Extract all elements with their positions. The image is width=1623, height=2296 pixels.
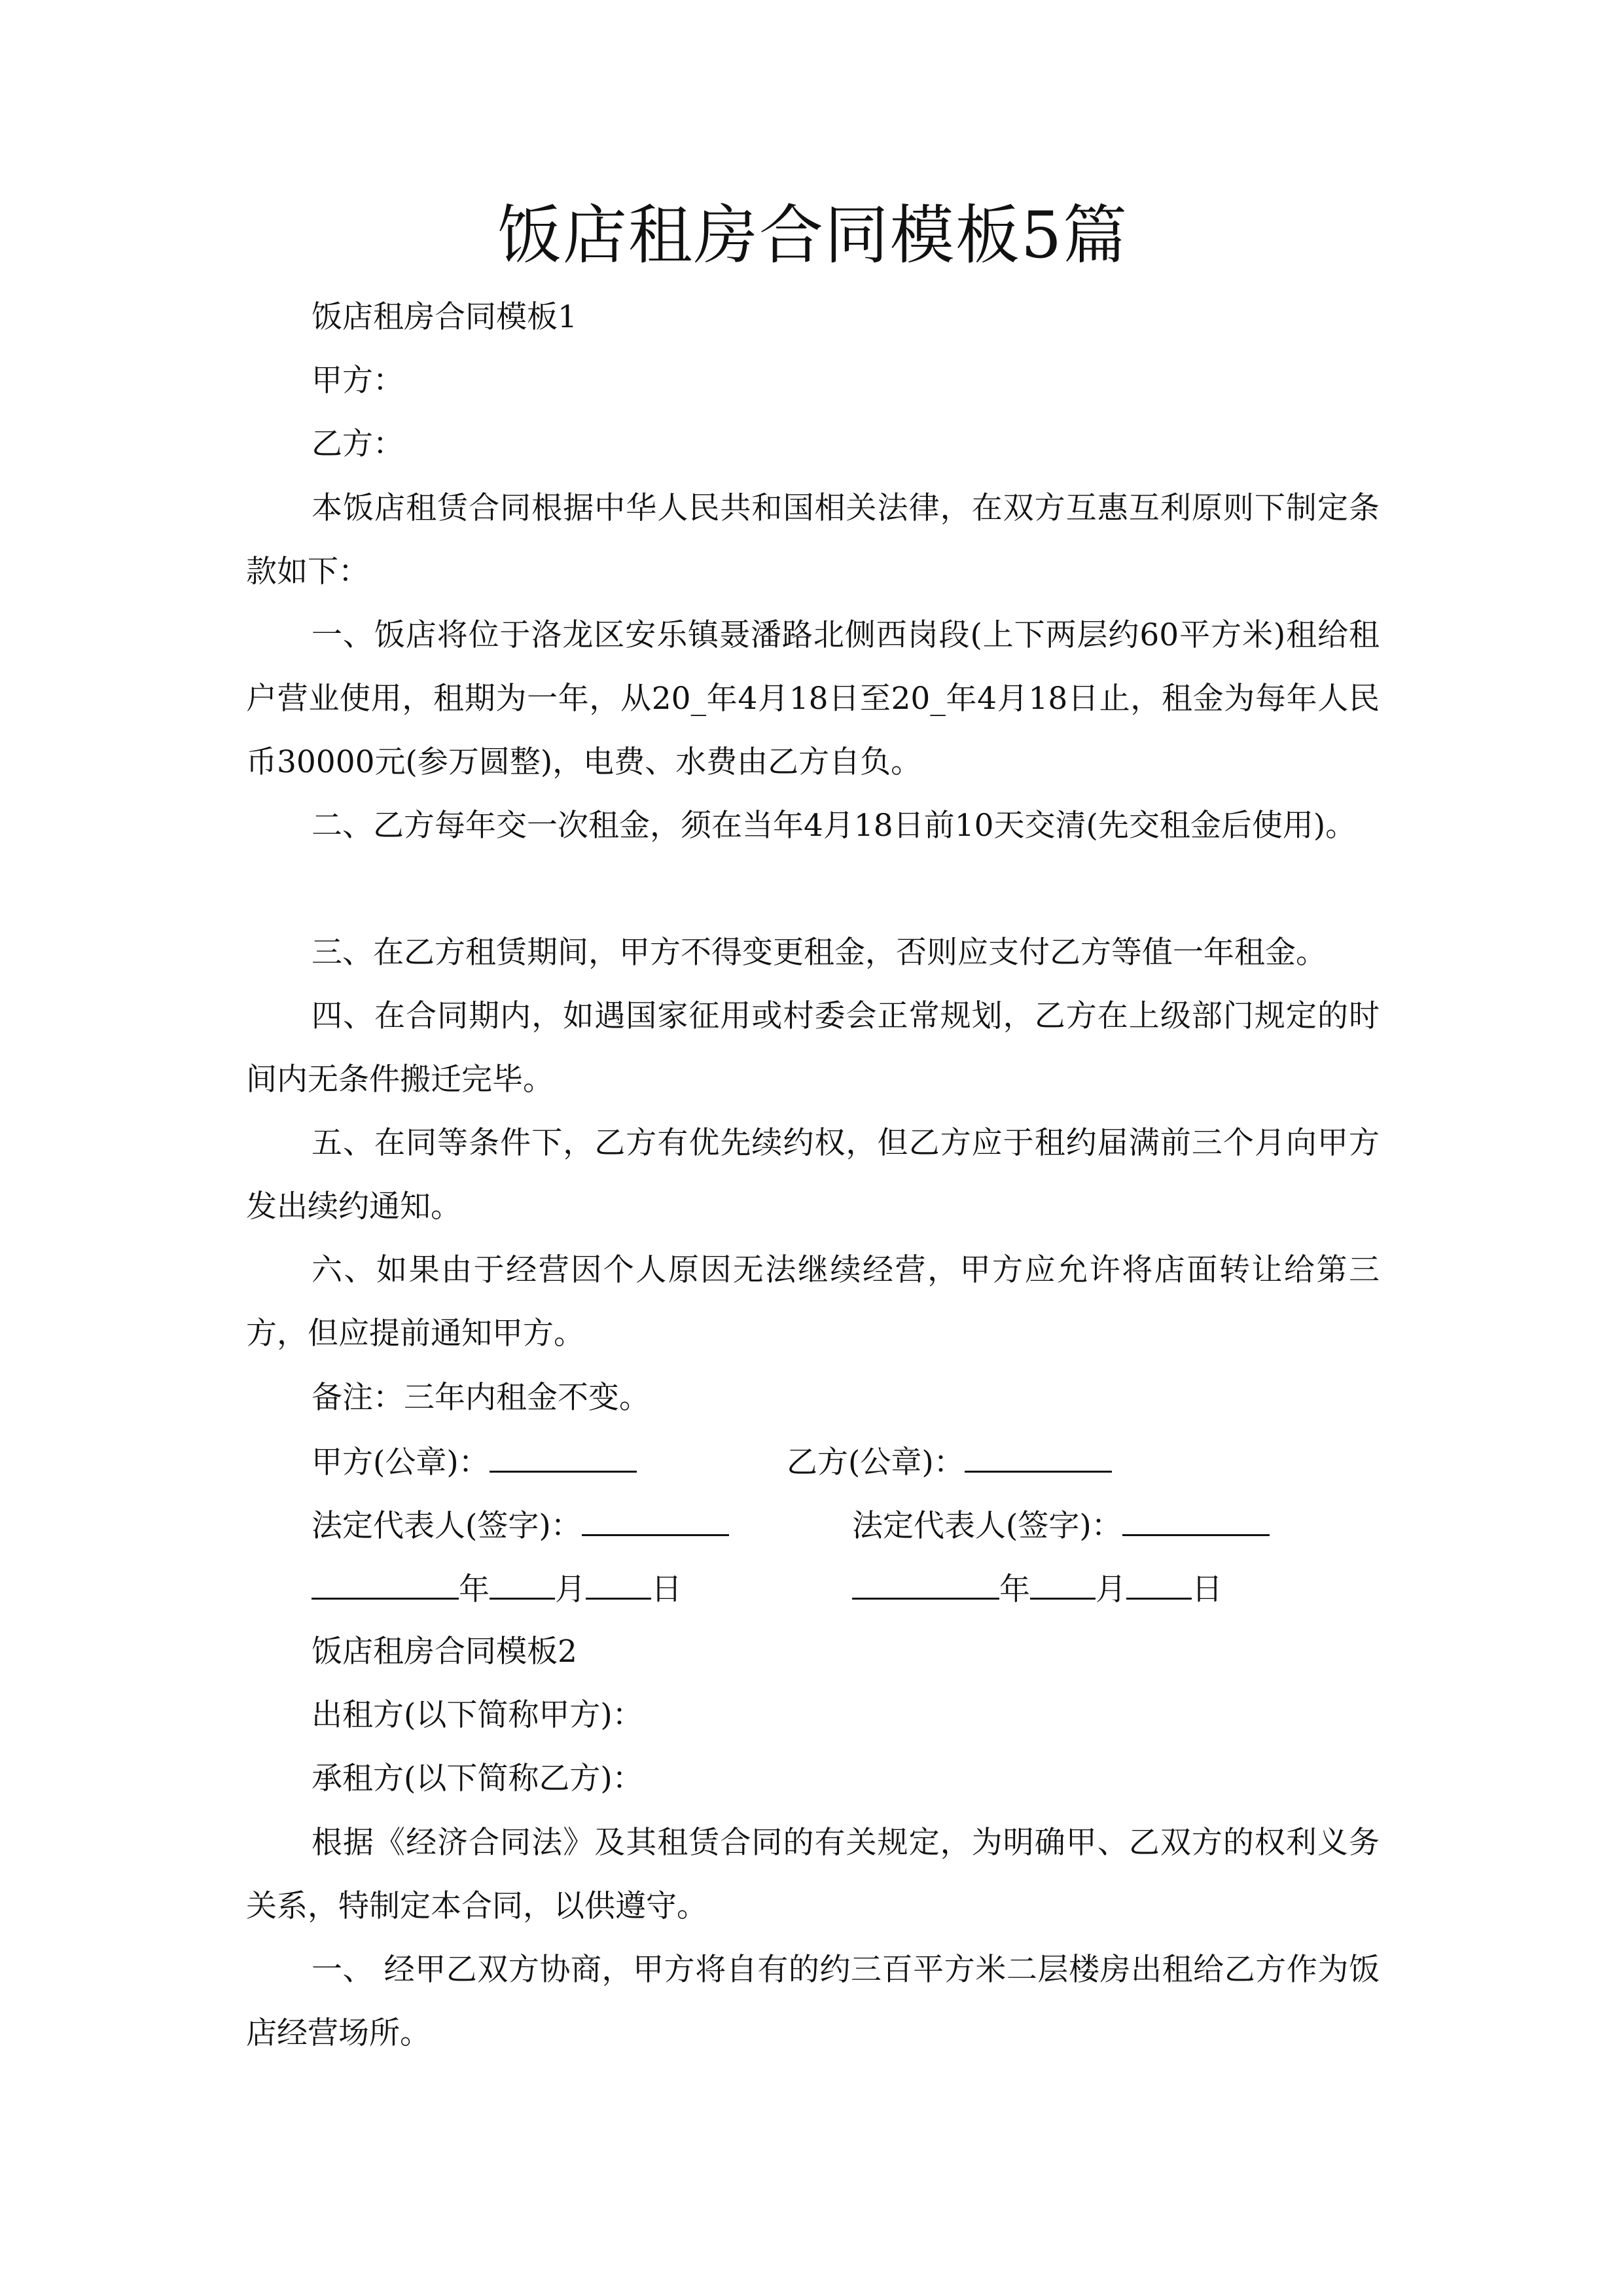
lessee-label: 承租方(以下简称乙方)： bbox=[312, 1761, 643, 1797]
year-label: 年 bbox=[999, 1571, 1030, 1607]
party-a-seal-row bbox=[312, 1442, 637, 1482]
clause-3: 三、在乙方租赁期间，甲方不得变更租金，否则应支付乙方等值一年租金。 bbox=[312, 935, 1327, 971]
party-b-seal-row bbox=[787, 1442, 1112, 1482]
intro-paragraph: 根据《经济合同法》及其租赁合同的有关规定，为明确甲、乙双方的权利义务关系，特制定本合同，以供遵守。 bbox=[246, 1825, 1380, 1924]
document-title: 饭店租房合同模板5篇 bbox=[497, 198, 1129, 273]
date-b-year-blank[interactable] bbox=[852, 1569, 999, 1600]
legal-rep-b-label: 法定代表人(签字)： bbox=[852, 1508, 1122, 1544]
section-heading: 饭店租房合同模板2 bbox=[312, 1634, 577, 1670]
clause-5: 五、在同等条件下，乙方有优先续约权，但乙方应于租约届满前三个月向甲方发出续约通知。 bbox=[246, 1125, 1380, 1225]
lessor-label: 出租方(以下简称甲方)： bbox=[312, 1697, 643, 1733]
date-b-month-blank[interactable] bbox=[1030, 1569, 1096, 1600]
note: 备注：三年内租金不变。 bbox=[312, 1380, 650, 1416]
party-a-label: 甲方： bbox=[312, 363, 404, 399]
month-label: 月 bbox=[1096, 1571, 1126, 1607]
clause-2: 二、乙方每年交一次租金，须在当年4月18日前10天交清(先交租金后使用)。 bbox=[312, 808, 1357, 844]
party-a-seal-blank[interactable] bbox=[490, 1442, 637, 1473]
month-label: 月 bbox=[555, 1571, 586, 1607]
clause-1: 一、饭店将位于洛龙区安乐镇聂潘路北侧西岗段(上下两层约60平方米)租给租户营业使用，租期为一年，从20_年4月18日至20_年4月18日止，租金为每年人民币30000元(参万圆整)，电费、水费由乙方自负。 bbox=[246, 617, 1380, 780]
clause-1: 一、 经甲乙双方协商，甲方将自有的约三百平方米二层楼房出租给乙方作为饭店经营场所。 bbox=[246, 1952, 1380, 2051]
clause-4: 四、在合同期内，如遇国家征用或村委会正常规划，乙方在上级部门规定的时间内无条件搬迁完毕。 bbox=[246, 998, 1380, 1098]
legal-rep-a-row bbox=[312, 1505, 729, 1546]
date-a-row bbox=[312, 1569, 682, 1609]
date-b-row bbox=[852, 1569, 1222, 1609]
date-a-day-blank[interactable] bbox=[586, 1569, 651, 1600]
year-label: 年 bbox=[459, 1571, 490, 1607]
legal-rep-a-blank[interactable] bbox=[582, 1505, 729, 1536]
party-a-seal-label: 甲方(公章)： bbox=[312, 1444, 490, 1480]
section-heading: 饭店租房合同模板1 bbox=[312, 299, 577, 335]
day-label: 日 bbox=[651, 1571, 682, 1607]
intro-paragraph: 本饭店租赁合同根据中华人民共和国相关法律，在双方互惠互利原则下制定条款如下： bbox=[246, 490, 1380, 590]
legal-rep-b-blank[interactable] bbox=[1122, 1505, 1270, 1536]
date-a-month-blank[interactable] bbox=[490, 1569, 555, 1600]
party-b-seal-blank[interactable] bbox=[965, 1442, 1112, 1473]
date-a-year-blank[interactable] bbox=[312, 1569, 459, 1600]
legal-rep-b-row bbox=[852, 1505, 1270, 1546]
date-b-day-blank[interactable] bbox=[1126, 1569, 1192, 1600]
party-b-seal-label: 乙方(公章)： bbox=[787, 1444, 965, 1480]
day-label: 日 bbox=[1192, 1571, 1222, 1607]
legal-rep-a-label: 法定代表人(签字)： bbox=[312, 1508, 582, 1544]
party-b-label: 乙方： bbox=[312, 426, 404, 462]
clause-6: 六、如果由于经营因个人原因无法继续经营，甲方应允许将店面转让给第三方，但应提前通知甲方。 bbox=[246, 1252, 1380, 1352]
